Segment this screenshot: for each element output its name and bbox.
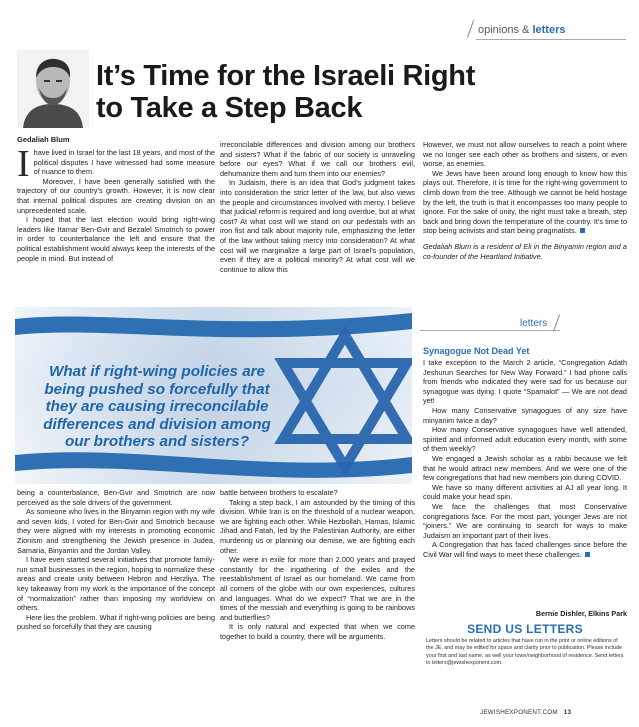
paragraph: As someone who lives in the Binyamin region with my wife and seven kids, I voted for Ben-Gvir and Smotrich because they were aligned with my interests in promoting economic Zionism and strengthening the Jewish presence in Judea, Samaria, Binyamin and the Jordan Valley. xyxy=(17,507,215,555)
section-amp: & xyxy=(522,24,530,36)
letter-paragraph: A Congregation that has faced challenges since before the Civil War will find ways to meet these challenges. xyxy=(423,540,627,559)
paragraph: It is only natural and expected that when we come together to build a country, there will be arguments. xyxy=(220,622,415,641)
send-letters-title: SEND US LETTERS xyxy=(467,622,583,636)
article-col3-top xyxy=(423,140,627,261)
letter-paragraph: We face the challenges that most Conservative congregations face. For the most part, younger Jews are not “joiners.” We are continuing to search for ways to make Judaism an important part of their lives. xyxy=(423,501,627,540)
drop-cap: I xyxy=(17,143,30,185)
pull-quote: What if right-wing policies are being pushed so forcefully that they are causing irreconcilable differences and division among our brothers and sisters? xyxy=(43,363,271,451)
letter-paragraph: How many Conservative synagogues of any size have minyanim twice a day? xyxy=(423,405,627,425)
paragraph: We were in exile for more than 2,000 years and prayed constantly for the ingathering of the exiles and the reestablishment of Israel as our homeland. We came from all corners of the globe with our own experiences, cultures and languages. What do we expect? That we are in the times of the messiah and everything is going to be rainbows and butterflies? xyxy=(220,555,415,622)
paragraph: I hoped that the last election would bring right-wing leaders like Itamar Ben-Gvir and Bezalel Smotrich to power in order to counterbalance the left and ensure that the political establishment would always keep the interests of the people in mind. But instead of xyxy=(17,215,215,263)
article-col2-bottom xyxy=(220,488,415,642)
paragraph: have lived in Israel for the last 18 years, and most of the political disputes I have witnessed had some measure of nuance to them. xyxy=(33,148,215,177)
footer-site: JEWISHEXPONENT.COM xyxy=(480,709,558,716)
end-square-icon xyxy=(580,228,585,233)
paragraph: I have even started several initiatives that promote family-run small businesses in the region, hoping to normalize these areas and create unity between Hebron and Herzliya. The key takeaway from my work is the importance of the concept of “normalization” rather than imposing my worldview on others. xyxy=(17,555,215,613)
paragraph: battle between brothers to escalate? xyxy=(220,488,338,497)
section-opinions: opinions xyxy=(478,24,519,36)
letters-header: letters xyxy=(520,318,548,329)
paragraph: We Jews have been around long enough to know how this plays out. Therefore, it is time for the right-wing government to climb down from the tree. Although we cannot be held hostage by the left, the truth is that it encompasses too many people to ignore. For the sake of unity, the right must take a breath, step back and bring down the temperature of the country. It’s time to stop being activists and start being pragmatists. xyxy=(423,168,627,236)
send-letters-body: Letters should be related to articles that have run in the print or online editions of the JE, and may be edited for space and clarity prior to publication. Please include your first and last name, as well your town/neighborhood of residence. Send letters to letters@jewishexponent.com. xyxy=(426,638,624,666)
title-line-2: to Take a Step Back xyxy=(96,92,363,124)
letter-paragraph: We have so many different activities at AJ all year long. It could make your head spin. xyxy=(423,482,627,502)
end-square-icon xyxy=(585,552,590,557)
paragraph: However, we must not allow ourselves to reach a point where we no longer see each other as brothers and sisters, or even worse, as enemies. xyxy=(423,140,627,169)
paragraph: irreconcilable differences and division among our brothers and sisters? What if the fabric of our society is unraveling before our eyes? What if we call our brothers evil, dehumanize them and turn them into our enemies? xyxy=(220,140,415,178)
author-photo xyxy=(17,50,89,128)
paragraph: Taking a step back, I am astounded by the timing of this division. While Iran is on the threshold of a nuclear weapon, we are fighting each other. While Hezbollah, Hamas, Islamic Jihad and Fatah, led by the Palestinian Authority, are either murdering us or planning our demise, we are fighting each other. xyxy=(220,497,415,555)
paragraph: In Judaism, there is an idea that God’s judgment takes into consideration the strict letter of the law, but also views the people and circumstances involved with mercy. I believe that judicial reform is required and long overdue, but at what cost? At what cost will we stand on our pedestals with an iron fist and talk about majority rule, emphasizing the letter of the law without taking mercy into consideration? At what cost will we marginalize a large part of Israel’s population, even if they are a political minority? At what cost will we continue to allow this xyxy=(220,178,415,274)
page-number: 13 xyxy=(563,709,572,716)
letter-body xyxy=(423,358,627,559)
page-footer xyxy=(480,709,571,716)
section-header xyxy=(478,24,565,36)
letter-paragraph: We engaged a Jewish scholar as a rabbi because we felt that he would attract new members. And we were one of the few congregations that had new members join during COVID. xyxy=(423,453,627,483)
paragraph: Moreover, I have been generally satisfied with the trajectory of our country’s growth. However, it is now clear that internal political disputes are creating division on an unprecedented scale. xyxy=(17,176,215,215)
author-byline: Gedaliah Blum xyxy=(17,135,70,144)
article-col1-bottom xyxy=(17,488,215,632)
section-letters: letters xyxy=(532,24,566,36)
article-title xyxy=(96,60,475,124)
section-rule xyxy=(476,39,626,40)
paragraph: Here lies the problem. What if right-wing policies are being pushed so forcefully that they are causing xyxy=(17,612,215,632)
title-line-1: It’s Time for the Israeli Right xyxy=(96,60,476,92)
paragraph: being a counterbalance, Ben-Gvir and Smotrich are now perceived as the sole drivers of the government. xyxy=(17,488,215,507)
letter-paragraph: I take exception to the March 2 article, “Congregation Adath Jeshurun Searches for New Way Forward.” I had phone calls from friends who indicated they were sad for us because our synagogue was dying. I quote “Spamalot” — We are not dead yet! xyxy=(423,358,627,406)
author-bio: Gedaliah Blum is a resident of Eli in the Binyamin region and a co-founder of the Heartland Initiative. xyxy=(423,241,627,261)
letter-paragraph: How many Conservative synagogues have well attended, spirited and informed adult education every month, with some of them weekly? xyxy=(423,425,627,454)
article-col1-top xyxy=(17,143,215,263)
letter-signoff: Bernie Dishler, Elkins Park xyxy=(535,609,627,618)
section-slash-left xyxy=(467,20,474,37)
israeli-flag-image xyxy=(15,307,412,484)
article-col2-top xyxy=(220,140,415,274)
letter-title: Synagogue Not Dead Yet xyxy=(423,346,530,356)
letters-rule xyxy=(420,330,560,331)
